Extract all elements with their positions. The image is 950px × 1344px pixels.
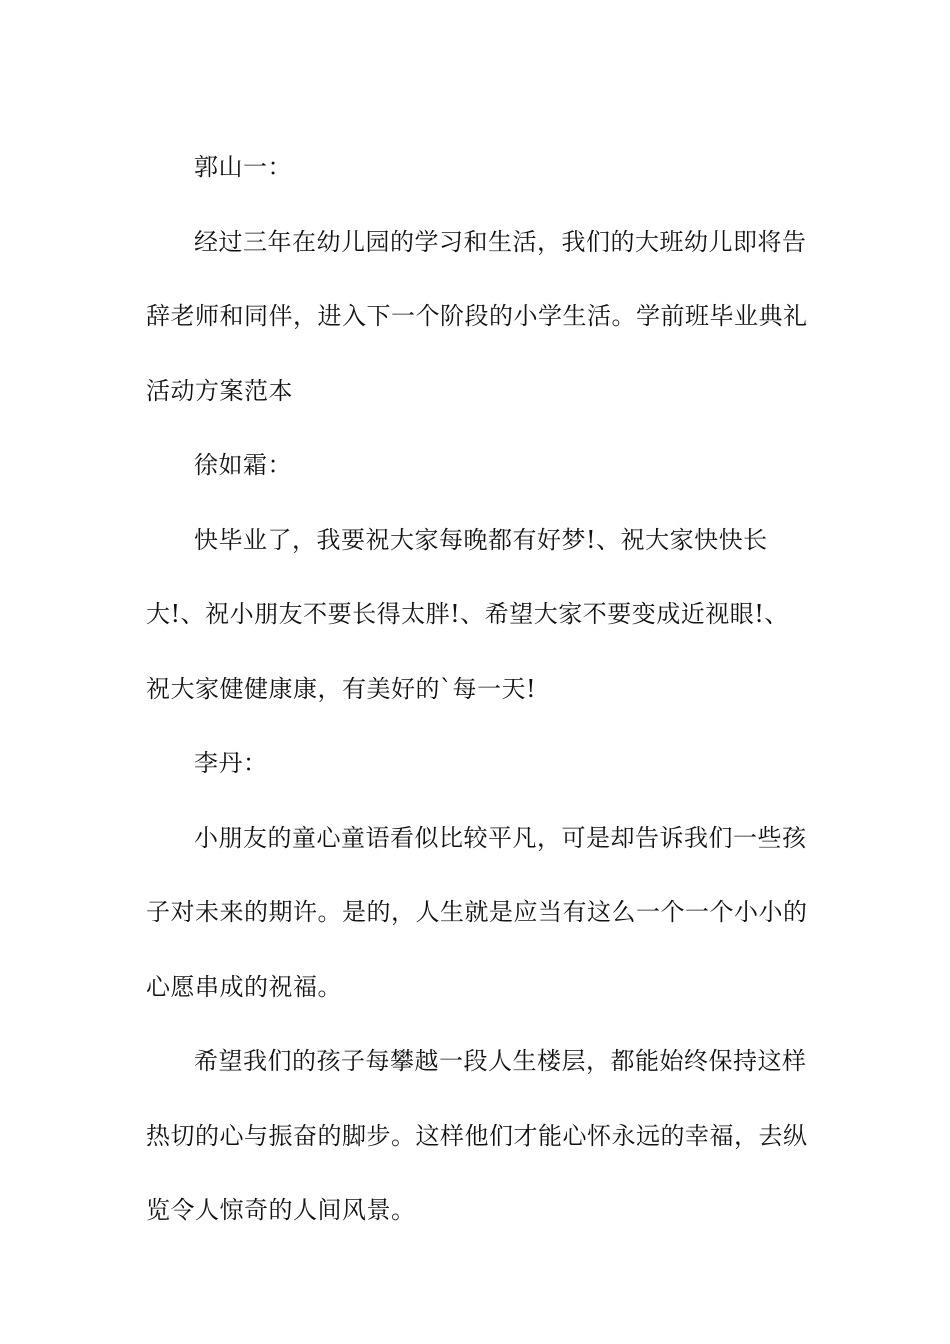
speaker-name: 徐如霜： [194, 451, 292, 479]
document-body [146, 130, 811, 1248]
speaker-name: 郭山一： [194, 153, 292, 181]
paragraph: 快毕业了，我要祝大家每晚都有好梦!、祝大家快快长大!、祝小朋友不要长得太胖!、希望大家不要变成近视眼!、祝大家健健康康，有美好的`每一天! [146, 525, 789, 703]
paragraph: 希望我们的孩子每攀越一段人生楼层，都能始终保持这样热切的心与振奋的脚步。这样他们才能心怀永远的幸福，去纵览令人惊奇的人间风景。 [146, 1047, 808, 1224]
paragraph: 小朋友的童心童语看似比较平凡，可是却告诉我们一些孩子对未来的期许。是的，人生就是应当有这么一个一个小小的心愿串成的祝福。 [146, 823, 808, 1001]
speaker-name: 李丹： [194, 749, 268, 777]
paragraph: 经过三年在幼儿园的学习和生活，我们的大班幼儿即将告辞老师和同伴，进入下一个阶段的小学生活。学前班毕业典礼活动方案范本 [146, 227, 808, 405]
